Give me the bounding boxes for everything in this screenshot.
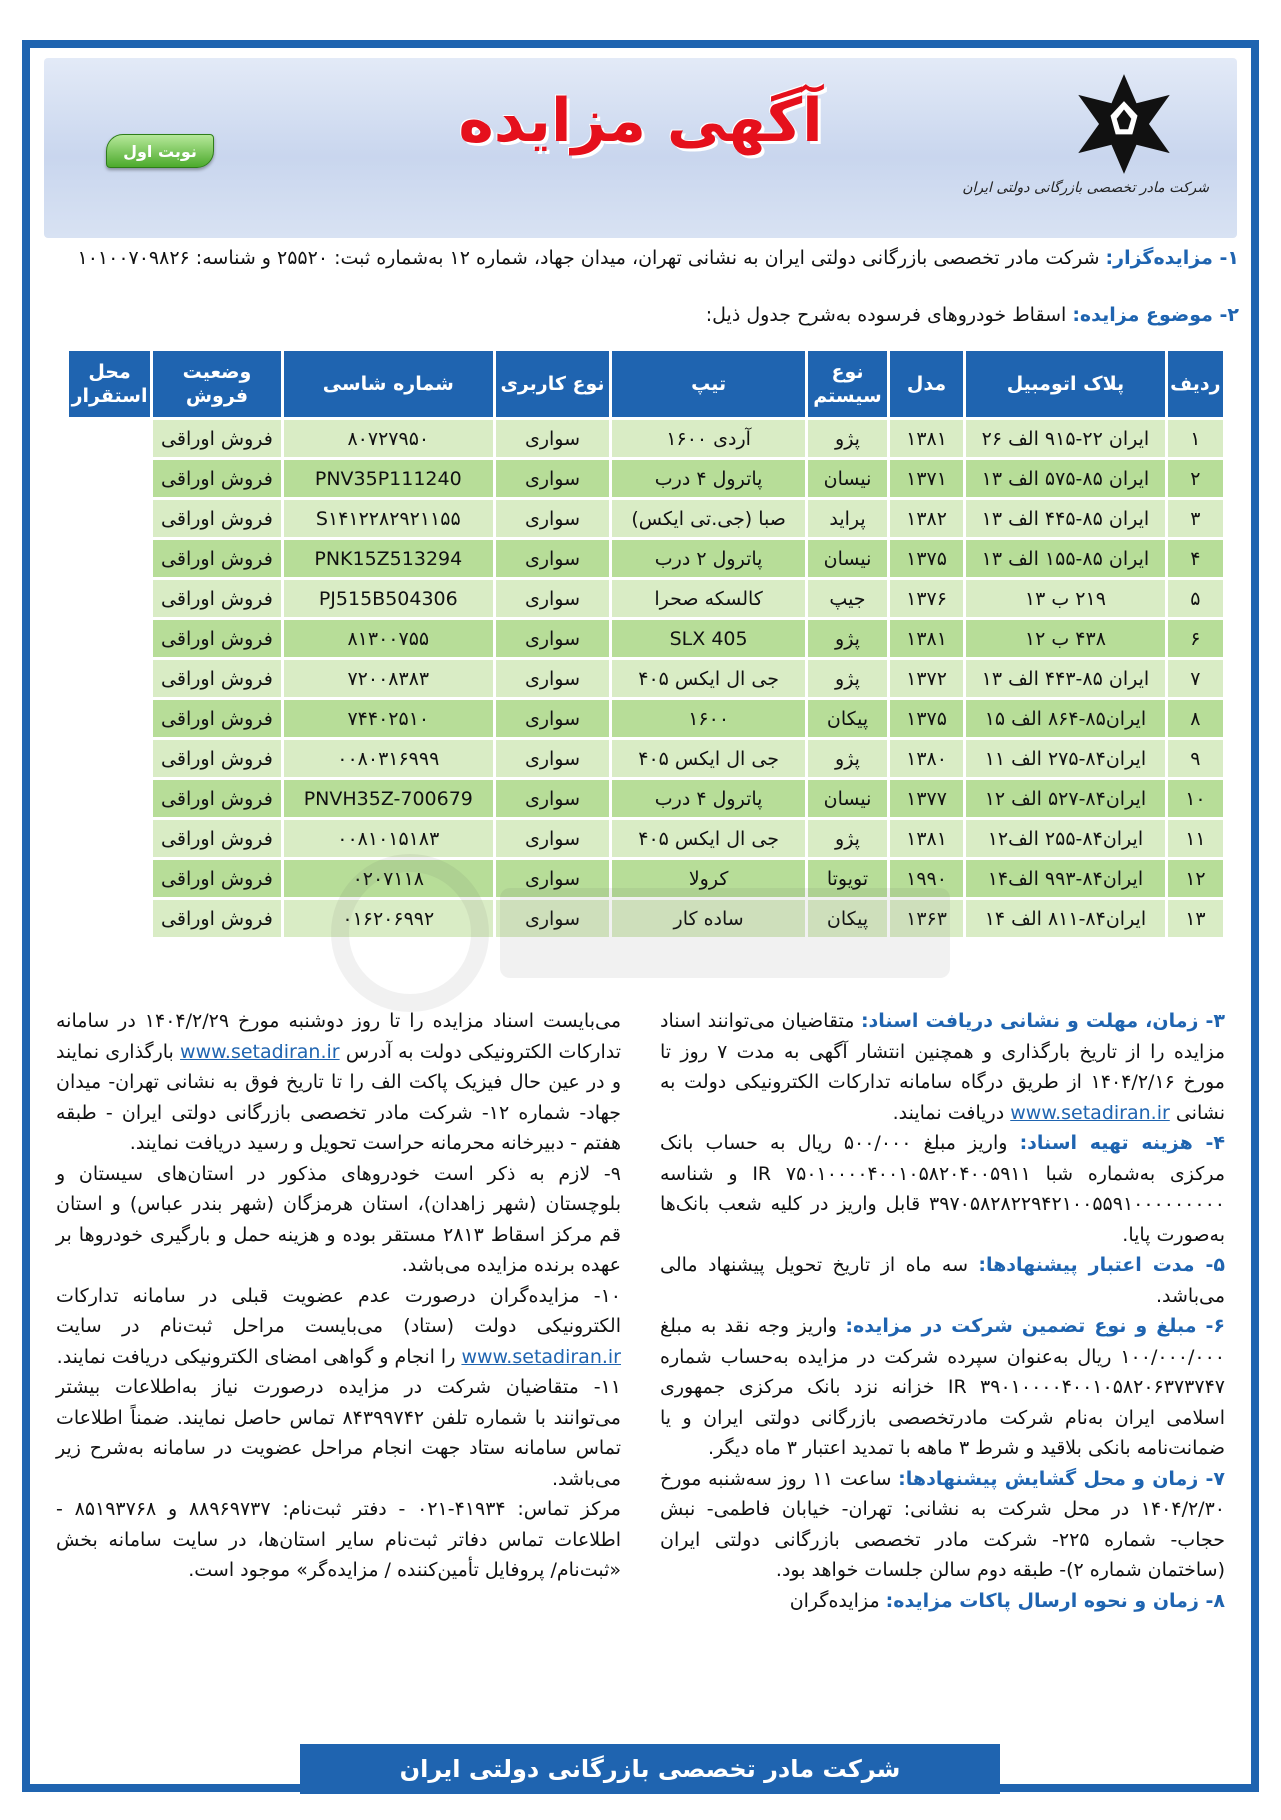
cell-row-number: ۱۰ <box>1168 780 1223 817</box>
section-7 <box>660 1464 1225 1586</box>
cell-system: پیکان <box>808 900 887 937</box>
cell-system: نیسان <box>808 780 887 817</box>
cell-system: پراید <box>808 500 887 537</box>
cell-model: ۱۳۸۲ <box>890 500 963 537</box>
cell-model: ۱۳۶۳ <box>890 900 963 937</box>
cell-location <box>69 660 150 697</box>
cell-model: ۱۳۷۷ <box>890 780 963 817</box>
section-10-text: ۱۰- مزایده‌گران درصورت عدم عضویت قبلی در سامانه تدارکات الکترونیکی دولت (ستاد) می‌بایست مراحل ثبت‌نام در سایت <box>56 1284 621 1337</box>
cell-location <box>69 820 150 857</box>
table-row <box>69 540 1223 577</box>
section-8-cont-tail: بارگذاری نمایند و در عین حال فیزیک پاکت الف را تا تاریخ فوق به نشانی تهران- میدان جهاد- شماره ۱۲- شرکت مادر تخصصی بازرگانی دولتی ایران - طبقه هفتم - دبیرخانه محرمانه حراست تحویل و رسید دریافت نمایند. <box>56 1040 621 1154</box>
table-row <box>69 900 1223 937</box>
section-5-label: ۵- مدت اعتبار پیشنهادها: <box>978 1254 1225 1276</box>
cell-plate: ایران۸۴-۹۹۳ الف۱۴ <box>966 860 1165 897</box>
table-row <box>69 580 1223 617</box>
cell-system: پژو <box>808 660 887 697</box>
cell-usage: سواری <box>496 420 610 457</box>
right-column <box>660 1006 1225 1616</box>
cell-chassis: ۷۴۴۰۲۵۱۰ <box>284 700 493 737</box>
cell-type: ۱۶۰۰ <box>612 700 805 737</box>
cell-plate: ایران۸۴-۵۲۷ الف ۱۲ <box>966 780 1165 817</box>
cell-chassis: ۷۲۰۰۸۳۸۳ <box>284 660 493 697</box>
section-6-label: ۶- مبلغ و نوع تضمین شرکت در مزایده: <box>845 1315 1225 1337</box>
cell-status: فروش اوراقی <box>153 860 281 897</box>
section-4-label: ۴- هزینه تهیه اسناد: <box>1019 1132 1225 1154</box>
cell-chassis: PNVH35Z-700679 <box>284 780 493 817</box>
section-3-text: متقاضیان می‌توانند اسناد مزایده را از تاریخ بارگذاری و همچنین انتشار آگهی به مدت ۷ روز تا مورخ ۱۴۰۴/۲/۱۶ از طریق درگاه سامانه تدارکات الکترونیکی دولت به نشانی <box>660 1010 1225 1124</box>
cell-status: فروش اوراقی <box>153 540 281 577</box>
section-4-text: واریز مبلغ ۵۰۰/۰۰۰ ریال به حساب بانک مرکزی به‌شماره شبا IR ۷۵۰۱۰۰۰۰۴۰۰۱۰۵۸۲۰۴۰۰۵۹۱۱ و شناسه ۳۹۷۰۵۸۲۸۲۲۹۴۲۱۰۰۵۵۹۱۰۰۰۰۰۰۰۰۰ قابل واریز در کلیه شعب بانک‌ها به‌صورت پایا. <box>660 1132 1225 1246</box>
cell-chassis: PNV35P111240 <box>284 460 493 497</box>
section-4 <box>660 1128 1225 1250</box>
turn-badge: نوبت اول <box>106 134 214 168</box>
section-1-label: ۱- مزایده‌گزار: <box>1105 247 1239 269</box>
footer-banner: شرکت مادر تخصصی بازرگانی دولتی ایران <box>300 1744 1000 1794</box>
cell-row-number: ۱ <box>1168 420 1223 457</box>
cell-system: پژو <box>808 420 887 457</box>
cell-row-number: ۷ <box>1168 660 1223 697</box>
cell-usage: سواری <box>496 500 610 537</box>
header-model: مدل <box>890 351 963 417</box>
logo-caption: شرکت مادر تخصصی بازرگانی دولتی ایران <box>962 180 1209 196</box>
cell-model: ۱۳۷۶ <box>890 580 963 617</box>
header-plate: پلاک اتومبیل <box>966 351 1165 417</box>
table-row <box>69 500 1223 537</box>
table-body <box>69 420 1223 937</box>
header-location: محل استقرار <box>69 351 150 417</box>
cell-chassis: ۸۱۳۰۰۷۵۵ <box>284 620 493 657</box>
cell-row-number: ۲ <box>1168 460 1223 497</box>
cell-status: فروش اوراقی <box>153 660 281 697</box>
cell-status: فروش اوراقی <box>153 420 281 457</box>
section-8-label: ۸- زمان و نحوه ارسال پاکات مزایده: <box>885 1589 1225 1612</box>
cell-status: فروش اوراقی <box>153 740 281 777</box>
setadiran-link-2[interactable]: www.setadiran.ir <box>180 1040 340 1063</box>
cell-row-number: ۸ <box>1168 700 1223 737</box>
cell-system: نیسان <box>808 540 887 577</box>
cell-location <box>69 460 150 497</box>
header-system: نوع سیستم <box>808 351 887 417</box>
cell-usage: سواری <box>496 860 610 897</box>
cell-type: جی ال ایکس ۴۰۵ <box>612 740 805 777</box>
section-3 <box>660 1006 1225 1128</box>
cell-type: جی ال ایکس ۴۰۵ <box>612 820 805 857</box>
cell-plate: ایران۸۴-۲۷۵ الف ۱۱ <box>966 740 1165 777</box>
cell-chassis: S۱۴۱۲۲۸۲۹۲۱۱۵۵ <box>284 500 493 537</box>
section-7-label: ۷- زمان و محل گشایش پیشنهادها: <box>898 1467 1225 1490</box>
cell-system: جیپ <box>808 580 887 617</box>
cell-model: ۱۳۸۰ <box>890 740 963 777</box>
cell-location <box>69 580 150 617</box>
cell-system: پژو <box>808 740 887 777</box>
cell-plate: ایران۸۵-۸۶۴ الف ۱۵ <box>966 700 1165 737</box>
cell-plate: ایران ۸۵-۴۴۵ الف ۱۳ <box>966 500 1165 537</box>
cell-row-number: ۴ <box>1168 540 1223 577</box>
table-row <box>69 740 1223 777</box>
cell-row-number: ۱۲ <box>1168 860 1223 897</box>
cell-plate: ۴۳۸ ب ۱۲ <box>966 620 1165 657</box>
cell-usage: سواری <box>496 740 610 777</box>
section-5-text: سه ماه از تاریخ تحویل پیشنهاد مالی می‌باشد. <box>660 1254 1225 1307</box>
cell-type: پاترول ۴ درب <box>612 460 805 497</box>
table-row <box>69 420 1223 457</box>
cell-usage: سواری <box>496 580 610 617</box>
section-3-tail: دریافت نمایند. <box>892 1101 1011 1124</box>
section-9: ۹- لازم به ذکر است خودروهای مذکور در استان‌های سیستان و بلوچستان (شهر زاهدان)، استان هرمزگان (شهر بندر عباس) و استان قم مرکز اسقاط ۲۸۱۳ مستقر بوده و هزینه حمل و بارگیری خودروها بر عهده برنده مزایده می‌باشد. <box>56 1162 621 1276</box>
cell-location <box>69 420 150 457</box>
section-5 <box>660 1250 1225 1311</box>
cell-status: فروش اوراقی <box>153 820 281 857</box>
cell-location <box>69 500 150 537</box>
cell-model: ۱۳۷۵ <box>890 540 963 577</box>
section-8 <box>660 1586 1225 1617</box>
cell-chassis: PNK15Z513294 <box>284 540 493 577</box>
section-1-text: شرکت مادر تخصصی بازرگانی دولتی ایران به نشانی تهران، میدان جهاد، شماره ۱۲ به‌شماره ثبت: ۲۵۵۲۰ و شناسه: ۱۰۱۰۰۷۰۹۸۲۶ <box>77 247 1106 269</box>
cell-type: آردی ۱۶۰۰ <box>612 420 805 457</box>
cell-location <box>69 700 150 737</box>
header-banner <box>44 58 1237 238</box>
cell-type: پاترول ۴ درب <box>612 780 805 817</box>
header-row-number: ردیف <box>1168 351 1223 417</box>
ad-title: آگهی مزایده <box>458 86 823 156</box>
section-10 <box>56 1281 621 1373</box>
cell-plate: ایران۸۴-۲۵۵ الف۱۲ <box>966 820 1165 857</box>
ad-frame <box>22 40 1259 1792</box>
cell-location <box>69 540 150 577</box>
cell-type: کرولا <box>612 860 805 897</box>
cell-row-number: ۹ <box>1168 740 1223 777</box>
cell-usage: سواری <box>496 700 610 737</box>
cell-plate: ۲۱۹ ب ۱۳ <box>966 580 1165 617</box>
cell-type: کالسکه صحرا <box>612 580 805 617</box>
cell-chassis: PJ515B504306 <box>284 580 493 617</box>
left-column <box>56 1006 621 1586</box>
cell-model: ۱۳۸۱ <box>890 820 963 857</box>
setadiran-link-1[interactable]: www.setadiran.ir <box>1010 1101 1170 1124</box>
cell-model: ۱۳۷۲ <box>890 660 963 697</box>
cell-chassis: ۰۰۸۱۰۱۵۱۸۳ <box>284 820 493 857</box>
cell-chassis: ۰۱۶۲۰۶۹۹۲ <box>284 900 493 937</box>
table-row <box>69 660 1223 697</box>
table-row <box>69 780 1223 817</box>
section-2-text: اسقاط خودروهای فرسوده به‌شرح جدول ذیل: <box>705 304 1073 326</box>
cell-usage: سواری <box>496 620 610 657</box>
header-type: تیپ <box>612 351 805 417</box>
section-3-label: ۳- زمان، مهلت و نشانی دریافت اسناد: <box>860 1010 1225 1032</box>
cell-status: فروش اوراقی <box>153 780 281 817</box>
section-8-continued <box>56 1006 621 1159</box>
section-2-label: ۲- موضوع مزایده: <box>1072 304 1239 326</box>
header-chassis: شماره شاسی <box>284 351 493 417</box>
cell-status: فروش اوراقی <box>153 700 281 737</box>
cell-plate: ایران ۸۵-۵۷۵ الف ۱۳ <box>966 460 1165 497</box>
cell-status: فروش اوراقی <box>153 460 281 497</box>
setadiran-link-3[interactable]: www.setadiran.ir <box>461 1345 621 1368</box>
section-11: ۱۱- متقاضیان شرکت در مزایده درصورت نیاز به‌اطلاعات بیشتر می‌توانند با شماره تلفن ۸۴۳۹۹۷۴۲ تماس حاصل نمایند. ضمناً اطلاعات تماس سامانه ستاد جهت انجام مراحل عضویت در سامانه به‌شرح زیر می‌باشد. <box>56 1376 621 1490</box>
cell-location <box>69 780 150 817</box>
section-8-text: مزایده‌گران <box>789 1589 886 1612</box>
section-1 <box>54 244 1239 273</box>
cell-usage: سواری <box>496 540 610 577</box>
table-row <box>69 460 1223 497</box>
cell-type: ساده کار <box>612 900 805 937</box>
cell-usage: سواری <box>496 460 610 497</box>
cell-row-number: ۱۱ <box>1168 820 1223 857</box>
cell-row-number: ۳ <box>1168 500 1223 537</box>
contact-info: مرکز تماس: ۴۱۹۳۴-۰۲۱ - دفتر ثبت‌نام: ۸۸۹۶۹۷۳۷ و ۸۵۱۹۳۷۶۸ - اطلاعات تماس دفاتر ثبت‌نام سایر استان‌ها، در سایت سامانه بخش «ثبت‌نام/ پروفایل تأمین‌کننده / مزایده‌گر» موجود است. <box>56 1498 621 1581</box>
cell-usage: سواری <box>496 660 610 697</box>
cell-system: پژو <box>808 620 887 657</box>
section-7-text: ساعت ۱۱ روز سه‌شنبه مورخ ۱۴۰۴/۲/۳۰ در محل شرکت به نشانی: تهران- خیابان فاطمی- نبش حجاب- شماره ۲۲۵- شرکت مادر تخصصی بازرگانی دولتی ایران (ساختمان شماره ۲)- طبقه دوم سالن جلسات خواهد بود. <box>660 1467 1225 1581</box>
cell-usage: سواری <box>496 900 610 937</box>
cell-status: فروش اوراقی <box>153 500 281 537</box>
table-row <box>69 700 1223 737</box>
cell-system: پیکان <box>808 700 887 737</box>
cell-chassis: ۸۰۷۲۷۹۵۰ <box>284 420 493 457</box>
cell-usage: سواری <box>496 780 610 817</box>
table-header-row <box>69 351 1223 417</box>
cell-model: ۱۳۸۱ <box>890 620 963 657</box>
cell-system: نیسان <box>808 460 887 497</box>
header-status: وضعیت فروش <box>153 351 281 417</box>
section-2 <box>54 301 1239 330</box>
section-10-tail: را انجام و گواهی امضای الکترونیکی دریافت نمایند. <box>56 1345 462 1368</box>
table-row <box>69 820 1223 857</box>
cell-location <box>69 740 150 777</box>
cell-status: فروش اوراقی <box>153 580 281 617</box>
table-row <box>69 620 1223 657</box>
cell-location <box>69 620 150 657</box>
cell-model: ۱۹۹۰ <box>890 860 963 897</box>
cell-model: ۱۳۷۵ <box>890 700 963 737</box>
cell-plate: ایران ۸۵-۴۴۳ الف ۱۳ <box>966 660 1165 697</box>
cell-location <box>69 900 150 937</box>
cell-type: جی ال ایکس ۴۰۵ <box>612 660 805 697</box>
cell-row-number: ۶ <box>1168 620 1223 657</box>
cell-system: پژو <box>808 820 887 857</box>
cell-type: 405 SLX <box>612 620 805 657</box>
cell-type: پاترول ۲ درب <box>612 540 805 577</box>
cell-chassis: ۰۲۰۷۱۱۸ <box>284 860 493 897</box>
section-6 <box>660 1311 1225 1464</box>
cell-system: تویوتا <box>808 860 887 897</box>
cell-plate: ایران ۲۲-۹۱۵ الف ۲۶ <box>966 420 1165 457</box>
header-usage: نوع کاربری <box>496 351 610 417</box>
cell-location <box>69 860 150 897</box>
cell-status: فروش اوراقی <box>153 900 281 937</box>
cell-plate: ایران ۸۵-۱۵۵ الف ۱۳ <box>966 540 1165 577</box>
cell-chassis: ۰۰۸۰۳۱۶۹۹۹ <box>284 740 493 777</box>
cell-usage: سواری <box>496 820 610 857</box>
cell-model: ۱۳۷۱ <box>890 460 963 497</box>
cell-row-number: ۱۳ <box>1168 900 1223 937</box>
cell-plate: ایران۸۴-۸۱۱ الف ۱۴ <box>966 900 1165 937</box>
cell-row-number: ۵ <box>1168 580 1223 617</box>
cell-type: صبا (جی.تی ایکس) <box>612 500 805 537</box>
cell-model: ۱۳۸۱ <box>890 420 963 457</box>
vehicles-table <box>66 348 1226 940</box>
section-6-text: واریز وجه نقد به مبلغ ۱۰۰/۰۰۰/۰۰۰ ریال به‌عنوان سپرده شرکت در مزایده به‌حساب شماره IR ۳۹۰۱۰۰۰۰۴۰۰۱۰۵۸۲۰۶۳۷۳۷۴۷ خزانه نزد بانک مرکزی جمهوری اسلامی ایران به‌نام شرکت مادرتخصصی بازرگانی دولتی ایران و یا ضمانت‌نامه بانکی بلاقید و شرط ۳ ماهه با تمدید اعتبار ۳ ماه دیگر. <box>660 1315 1225 1459</box>
cell-status: فروش اوراقی <box>153 620 281 657</box>
section-8-cont-text: می‌بایست اسناد مزایده را تا روز دوشنبه مورخ ۱۴۰۴/۲/۲۹ در سامانه تدارکات الکترونیکی دولت به آدرس <box>56 1010 621 1063</box>
table-row <box>69 860 1223 897</box>
